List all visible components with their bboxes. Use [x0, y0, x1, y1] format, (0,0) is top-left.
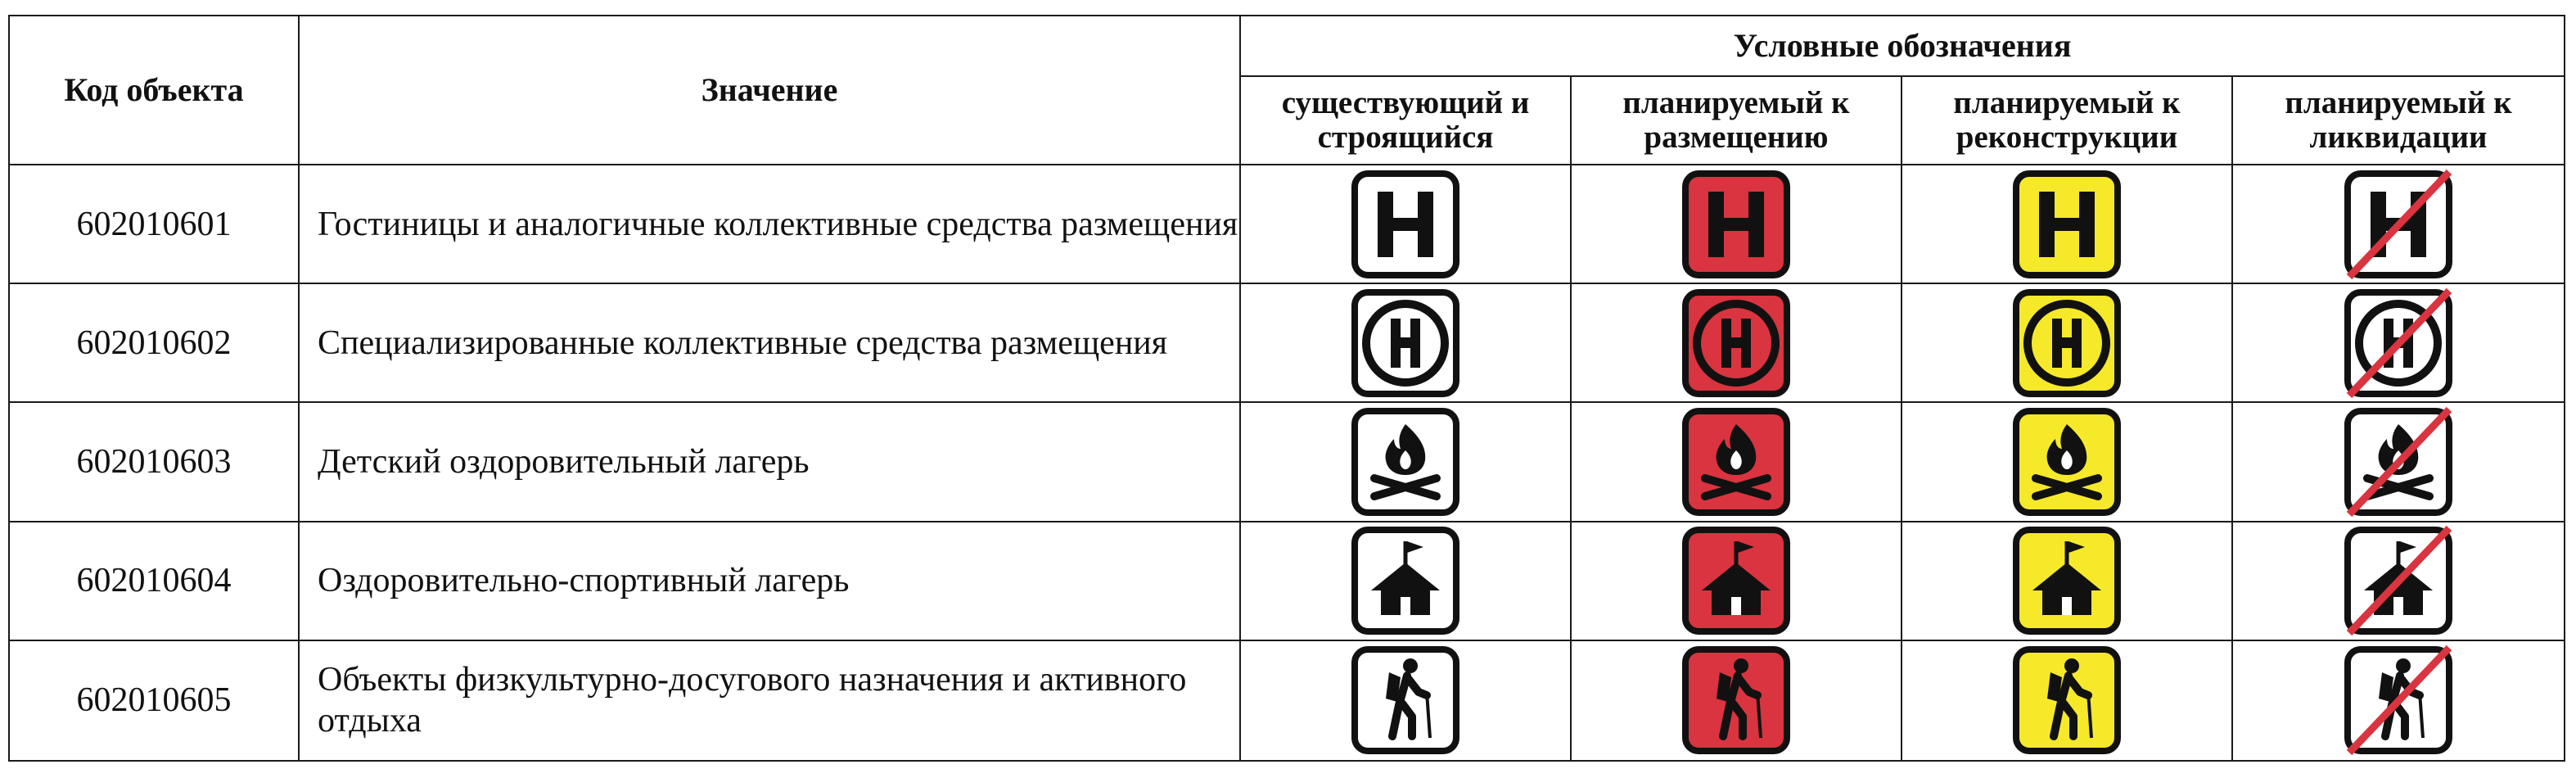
header-status-reconstruction: планируемый к реконструкции — [1902, 76, 2232, 165]
hiker-icon — [1680, 645, 1792, 756]
campfire-icon — [1680, 406, 1792, 518]
hotel-icon — [1350, 169, 1461, 280]
object-code: 602010605 — [9, 640, 299, 761]
object-meaning: Гостиницы и аналогичные коллективные средства размещения — [299, 165, 1240, 283]
table-row — [9, 640, 2565, 761]
symbol-cell-placement — [1571, 522, 1902, 640]
table-row — [9, 522, 2565, 640]
symbol-cell-reconstruction — [1902, 283, 2232, 402]
header-legend: Условные обозначения — [1240, 16, 2565, 76]
house-flag-icon — [1680, 525, 1792, 636]
legend-table — [8, 15, 2565, 762]
symbol-cell-liquidation — [2232, 402, 2565, 521]
circled-hotel-icon — [1680, 287, 1792, 399]
symbol-cell-placement — [1571, 165, 1902, 283]
circled-hotel-icon — [2011, 287, 2123, 399]
hiker-icon — [2011, 645, 2123, 756]
symbol-cell-placement — [1571, 402, 1902, 521]
symbol-cell-existing — [1240, 283, 1571, 402]
circled-hotel-icon — [2343, 287, 2454, 399]
hotel-icon — [2343, 169, 2454, 280]
symbol-cell-liquidation — [2232, 283, 2565, 402]
object-meaning: Специализированные коллективные средства размещения — [299, 283, 1240, 402]
symbol-cell-placement — [1571, 283, 1902, 402]
campfire-icon — [1350, 406, 1461, 518]
header-meaning: Значение — [299, 16, 1240, 165]
symbol-cell-reconstruction — [1902, 522, 2232, 640]
hiker-icon — [1350, 645, 1461, 756]
hotel-icon — [1680, 169, 1792, 280]
object-code: 602010601 — [9, 165, 299, 283]
symbol-cell-existing — [1240, 165, 1571, 283]
symbol-cell-existing — [1240, 640, 1571, 761]
symbol-cell-reconstruction — [1902, 640, 2232, 761]
symbol-cell-reconstruction — [1902, 402, 2232, 521]
house-flag-icon — [2011, 525, 2123, 636]
object-meaning: Детский оздоровительный лагерь — [299, 402, 1240, 521]
symbol-cell-reconstruction — [1902, 165, 2232, 283]
symbol-cell-liquidation — [2232, 640, 2565, 761]
campfire-icon — [2343, 406, 2454, 518]
campfire-icon — [2011, 406, 2123, 518]
hotel-icon — [2011, 169, 2123, 280]
hiker-icon — [2343, 645, 2454, 756]
header-code: Код объекта — [9, 16, 299, 165]
symbol-cell-liquidation — [2232, 522, 2565, 640]
house-flag-icon — [1350, 525, 1461, 636]
symbol-cell-liquidation — [2232, 165, 2565, 283]
object-meaning: Оздоровительно-спортивный лагерь — [299, 522, 1240, 640]
table-row — [9, 283, 2565, 402]
circled-hotel-icon — [1350, 287, 1461, 399]
header-status-liquidation: планируемый к ликвидации — [2232, 76, 2565, 165]
header-status-existing: существующий и строящийся — [1240, 76, 1571, 165]
object-code: 602010603 — [9, 402, 299, 521]
house-flag-icon — [2343, 525, 2454, 636]
symbol-cell-existing — [1240, 522, 1571, 640]
symbol-cell-existing — [1240, 402, 1571, 521]
table-row — [9, 402, 2565, 521]
object-code: 602010604 — [9, 522, 299, 640]
table-row — [9, 165, 2565, 283]
symbol-cell-placement — [1571, 640, 1902, 761]
object-meaning: Объекты физкультурно-досугового назначения и активного отдыха — [299, 640, 1240, 761]
object-code: 602010602 — [9, 283, 299, 402]
header-status-placement: планируемый к размещению — [1571, 76, 1902, 165]
